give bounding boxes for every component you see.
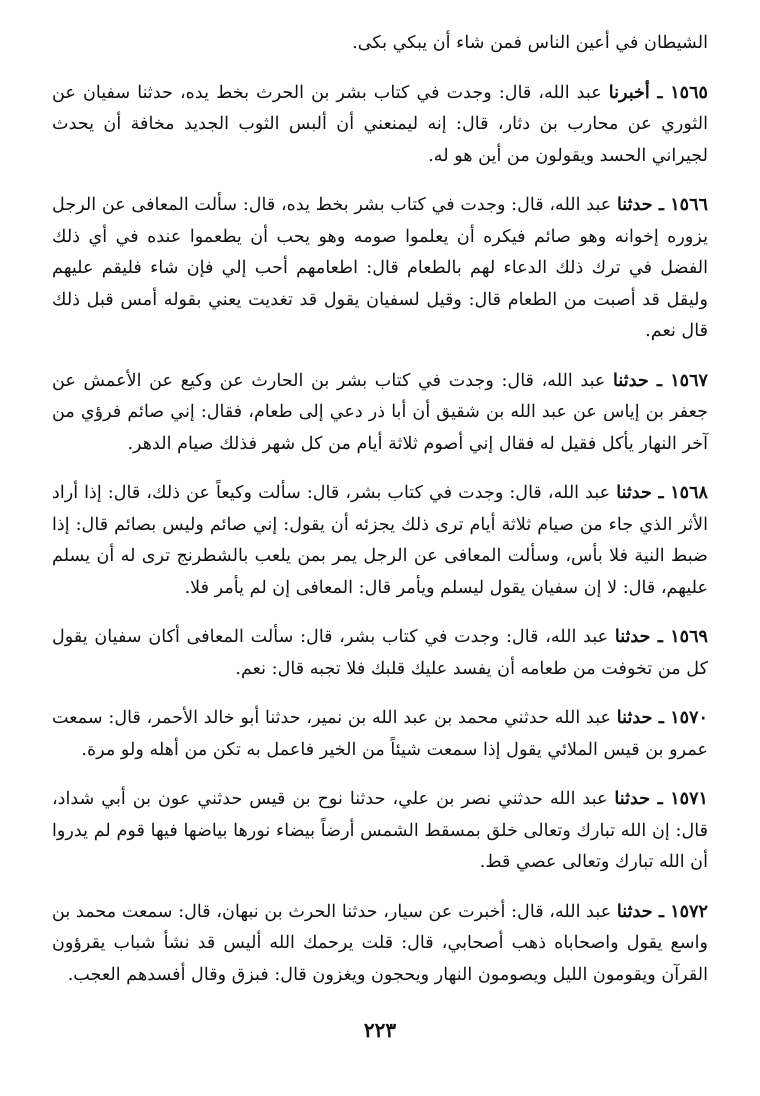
entry-1565 [52, 77, 708, 173]
entry-keyword: حدثنا [616, 194, 653, 215]
entry-number: ١٥٧١ ـ [650, 788, 709, 809]
continuation-paragraph: الشيطان في أعين الناس فمن شاء أن يبكي بكى. [352, 33, 708, 53]
entry-text: عبد الله، قال: وجدت في كتاب بشر بن الحارث عن وكيع عن الأعمش عن جعفر بن إياس عن عبد الله بن شقيق أن أبا ذر دعي إلى طعام، فقال: إني صائم فرؤي من آخر النهار يأكل فقيل له فقال إني أصوم ثلاثة أيام من كل شهر فذلك صيام الدهر. [52, 370, 708, 454]
page-text [52, 28, 708, 991]
entry-1570 [52, 702, 708, 766]
entry-keyword: حدثنا [616, 900, 653, 922]
page-number: ٢٢٣ [363, 1018, 397, 1042]
entry-number: ١٥٦٥ ـ [649, 81, 708, 103]
entry-number: ١٥٧٢ ـ [652, 900, 709, 922]
entry-text: عبد الله حدثني نصر بن علي، حدثنا نوح بن قيس حدثني عون بن أبي شداد، قال: إن الله تبارك وتعالى خلق بمسقط الشمس أرضاً بيضاء نورها بياضها فيها قوم لم يدروا أن الله تبارك وتعالى عصي قط. [52, 789, 708, 872]
entry-text: عبد الله حدثني محمد بن عبد الله بن نمير، حدثنا أبو خالد الأحمر، قال: سمعت عمرو بن قيس الملائي يقول إذا سمعت شيئاً من الخير فاعمل به تكن من أهله ولو مرة. [52, 708, 708, 760]
entry-1571 [52, 783, 708, 879]
entry-number: ١٥٦٨ ـ [651, 482, 709, 503]
entry-number: ١٥٦٦ ـ [652, 194, 709, 215]
entry-keyword: حدثنا [614, 788, 651, 809]
entry-number: ١٥٦٩ ـ [650, 626, 709, 647]
entry-text: عبد الله، قال: أخبرت عن سيار، حدثنا الحرث بن نبهان، قال: سمعت محمد بن واسع يقول واصحاباه ذهب أصحابي، قال: قلت يرحمك الله أليس قد نشأ شباب يقرؤون القرآن ويقومون الليل ويصومون النهار ويحجون ويغزون قال: فبزق وقال أفسدهم العجب. [52, 901, 708, 985]
entry-text: عبد الله، قال: وجدت في كتاب بشر، قال: سألت المعافى أكان سفيان يقول كل من تخوفت من طعامه أن يفسد عليك قلبك فلا تجبه قال: نعم. [52, 627, 708, 679]
entry-1568 [52, 477, 708, 604]
entry-number: ١٥٦٧ ـ [648, 369, 708, 391]
entry-text: عبد الله، قال: وجدت في كتاب بشر، قال: سألت وكيعاً عن ذلك، قال: إذا أراد الأثر الذي جاء من صيام ثلاثة أيام ترى ذلك يجزئه أن يقول: إني صائم وليس بصائم قال: إذا ضبط النية فلا بأس، وسألت المعافى عن الرجل يمر بمن يلعب بالشطرنج ترى له أن يسلم عليهم، قال: لا إن سفيان يقول ليسلم ويأمر قال: المعافى إن لم يأمر فلا. [52, 483, 708, 598]
entry-text: عبد الله، قال: وجدت في كتاب بشر بخط يده، قال: سألت المعافى عن الرجل يزوره إخوانه وهو صائم فيكره أن يعلموا صومه وهو يحب أن يطعموا عنده في أي ذلك الفضل في ترك ذلك الدعاء لهم بالطعام قال: اطعامهم أحب إلي فإن شاء فليقم عليهم وليقل قد أصبت من الطعام قال: وقيل لسفيان يقول قد تغديت يعني بقوله أمس قبل ذلك قال نعم. [52, 195, 708, 341]
entry-keyword: حدثنا [614, 626, 651, 647]
entry-1569 [52, 621, 708, 685]
entry-text: عبد الله، قال: وجدت في كتاب بشر بن الحرث بخط يده، حدثنا سفيان عن الثوري عن محارب بن دثار، قال: إنه ليمنعني أن ألبس الثوب الجديد مخافة أن يحدث لجيراني الحسد ويقولون من أين هو له. [52, 82, 708, 166]
entry-1566 [52, 189, 708, 348]
entry-keyword: حدثنا [616, 707, 653, 728]
entry-keyword: حدثنا [616, 482, 652, 503]
entry-1572 [52, 896, 708, 992]
entry-keyword: حدثنا [613, 369, 649, 391]
entry-keyword: أخبرنا [608, 81, 650, 103]
entry-1567 [52, 365, 708, 461]
entry-number: ١٥٧٠ ـ [652, 707, 709, 728]
